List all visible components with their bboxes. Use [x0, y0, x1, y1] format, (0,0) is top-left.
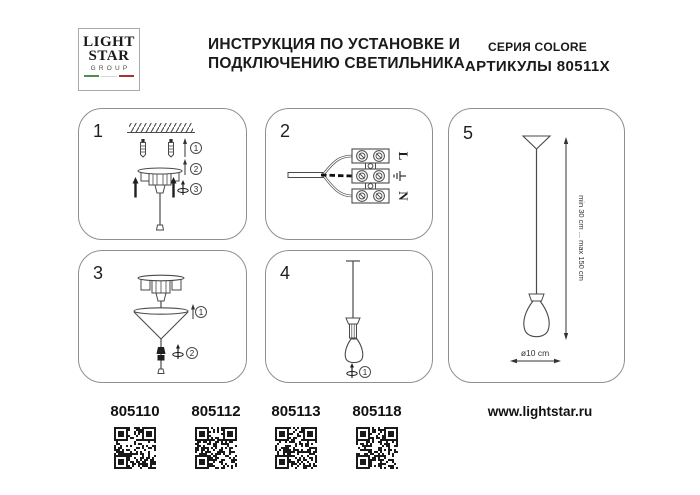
svg-text:3: 3: [193, 185, 199, 194]
cord-lock: [157, 339, 166, 374]
panel-step-3-canopy: [78, 250, 247, 383]
svg-text:2: 2: [189, 349, 195, 358]
articles-range: АРТИКУЛЫ 80511X: [464, 58, 611, 75]
mounting-bracket: [138, 275, 184, 309]
logo-text-group: GROUP: [90, 65, 131, 72]
lightstar-logo: [78, 28, 140, 91]
flag-green-segment: [84, 75, 99, 77]
earth-symbol: [394, 171, 406, 181]
panel-number: 1: [93, 121, 104, 141]
article-code: 805112: [191, 403, 241, 420]
diameter-dimension-arrow: [510, 359, 561, 363]
step-1-arrow-icon: [191, 304, 195, 319]
step-3-badge: [191, 184, 202, 195]
step-2-badge: [187, 348, 198, 359]
live-label: L: [396, 151, 411, 161]
pendant-lamp: [523, 136, 550, 337]
step-1-badge: [191, 143, 202, 154]
panel-step-5-dimensions: [448, 108, 625, 383]
svg-text:1: 1: [198, 308, 204, 317]
height-dimension-arrow: [564, 137, 568, 340]
wall-plug-icon: [169, 139, 174, 157]
panel-number: 4: [280, 263, 291, 283]
step-1-badge: [196, 307, 207, 318]
series-info: [450, 40, 625, 75]
diameter-label: ø10 cm: [520, 348, 550, 358]
panel-step-2-wiring: [265, 108, 433, 240]
panel-number: 3: [93, 263, 104, 283]
cone-canopy: [134, 308, 188, 339]
logo-text-star: STAR: [88, 48, 130, 64]
article-code: 805118: [352, 403, 402, 420]
screwdriver-turn-icon: [173, 344, 183, 359]
panel-step-1-ceiling-mount: [78, 108, 247, 240]
wall-plug-icon: [141, 139, 146, 157]
title-line-2: ПОДКЛЮЧЕНИЮ СВЕТИЛЬНИКА: [208, 54, 465, 72]
wiring-diagram: [266, 109, 434, 241]
step-2-badge: [191, 164, 202, 175]
mounting-bracket: [138, 168, 182, 230]
panel-number: 2: [280, 121, 291, 141]
step-1-arrow-icon: [183, 138, 187, 157]
article-column: [256, 403, 336, 469]
qr-code: [114, 427, 156, 469]
article-column: [337, 403, 417, 469]
article-column: [95, 403, 175, 469]
website-url: www.lightstar.ru: [487, 404, 593, 419]
panel-step-4-shade: [265, 250, 433, 383]
neutral-label: N: [396, 191, 411, 201]
lamp-socket: [346, 318, 360, 338]
mains-cable: [288, 156, 352, 196]
article-code: 805113: [271, 403, 321, 420]
page-title: [208, 36, 465, 73]
qr-code: [195, 427, 237, 469]
dimensions-diagram: [449, 109, 626, 384]
panel-number: 5: [463, 123, 474, 143]
height-range-label: min 30 cm ... max 150 cm: [577, 195, 586, 281]
step-2-arrow-icon: [183, 159, 187, 175]
ceiling-mount-diagram: [79, 109, 248, 241]
flag-red-segment: [119, 75, 134, 77]
step-1-badge: [360, 367, 371, 378]
article-code: 805110: [110, 403, 160, 420]
italian-flag-stripe: [84, 75, 134, 78]
shade-diagram: [266, 251, 434, 384]
svg-text:1: 1: [362, 368, 368, 377]
ceiling-hatch: [127, 123, 195, 133]
qr-code: [356, 427, 398, 469]
flag-white-segment: [101, 76, 116, 77]
title-line-1: ИНСТРУКЦИЯ ПО УСТАНОВКЕ И: [208, 36, 461, 53]
terminal-block: [352, 149, 389, 203]
qr-code: [275, 427, 317, 469]
screwdriver-turn-icon: [347, 363, 357, 378]
screw-icon: [133, 177, 139, 198]
series-name: СЕРИЯ COLORE: [488, 40, 587, 54]
teardrop-shade: [345, 339, 363, 363]
svg-text:2: 2: [193, 165, 199, 174]
pendant-cord: [346, 261, 360, 318]
canopy-diagram: [79, 251, 248, 384]
article-column: [176, 403, 256, 469]
svg-text:1: 1: [193, 144, 199, 153]
screwdriver-turn-icon: [178, 180, 188, 195]
logo-text-light: LIGHT: [83, 34, 135, 50]
